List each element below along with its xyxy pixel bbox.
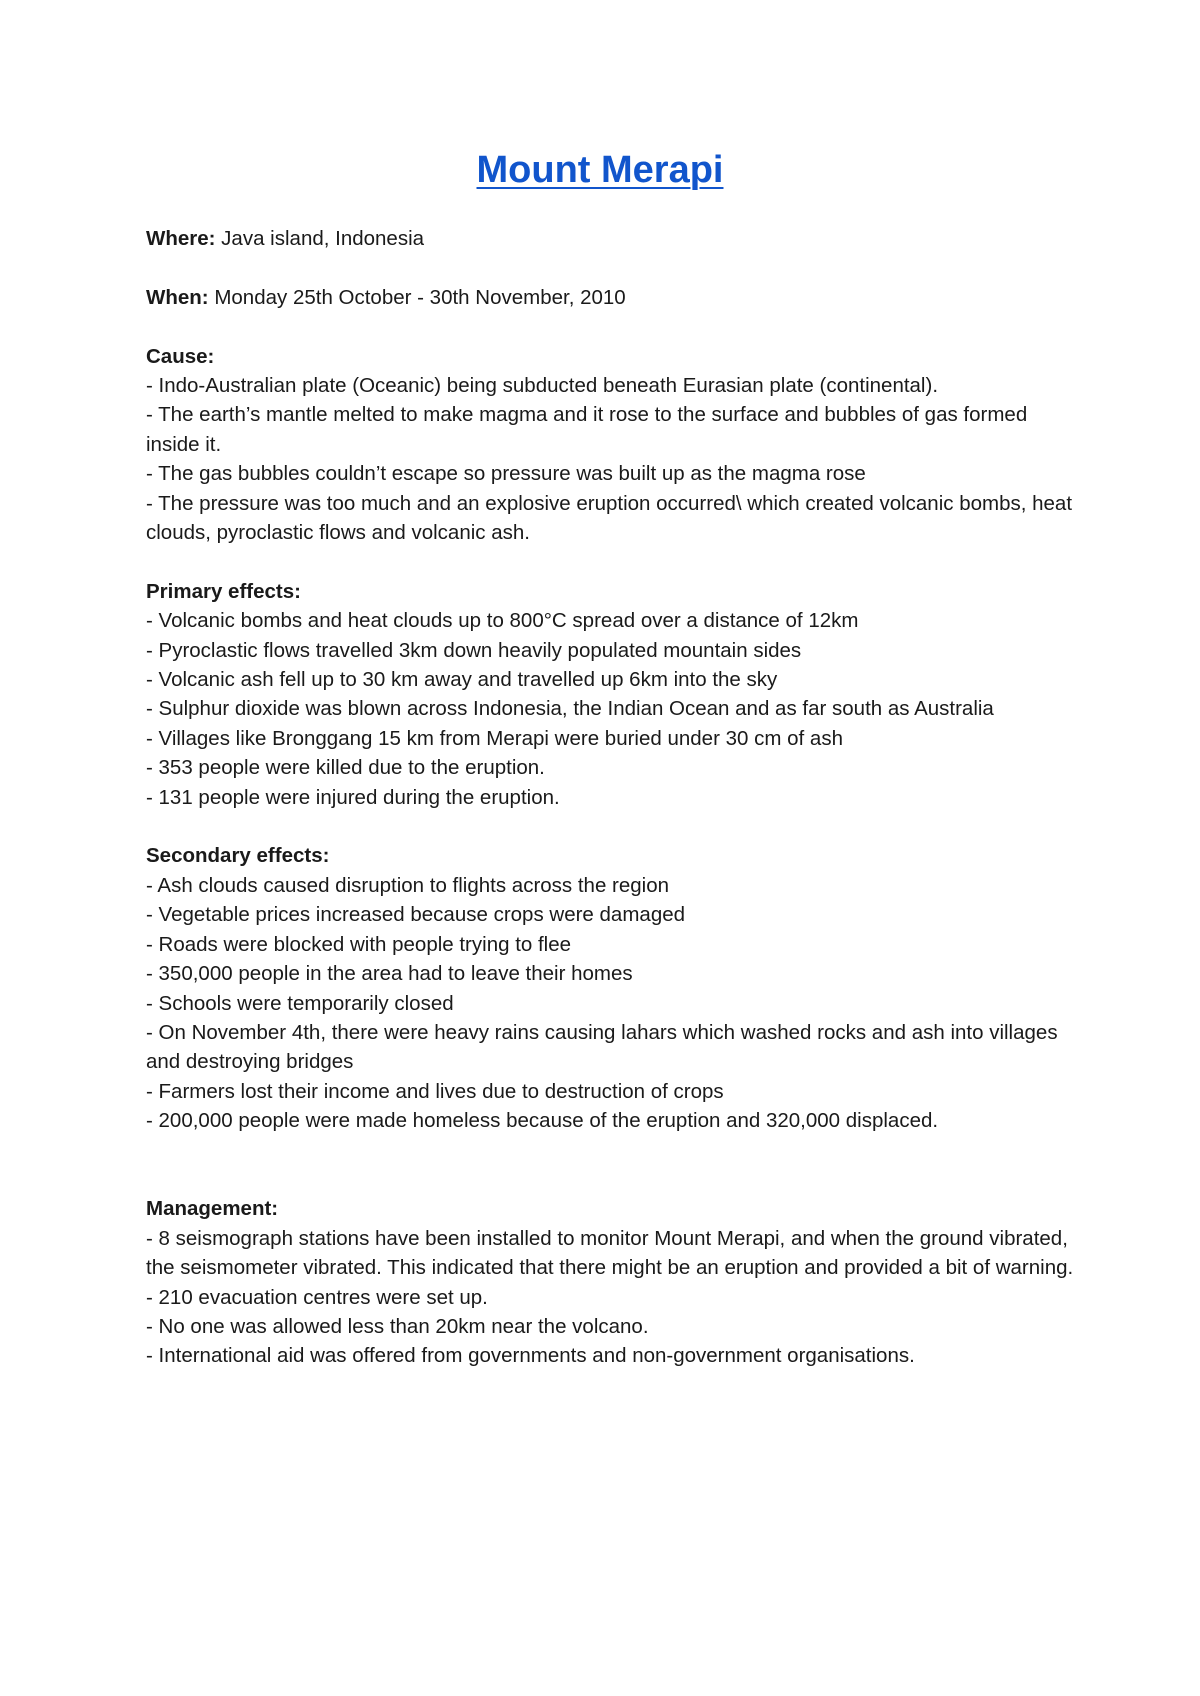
- spacer: [146, 1136, 1086, 1195]
- secondary-effect-item: - Schools were temporarily closed: [146, 991, 454, 1015]
- cause-item: - The earth’s mantle melted to make magma and it rose to the surface and bubbles of gas formed inside it.: [146, 403, 1028, 456]
- primary-effect-item: - 131 people were injured during the eruption.: [146, 785, 560, 809]
- primary-effects-heading: Primary effects:: [146, 579, 301, 603]
- secondary-effect-item: - 350,000 people in the area had to leave their homes: [146, 962, 633, 986]
- where-line: [146, 224, 1086, 253]
- document-body: [146, 224, 1086, 1371]
- secondary-effects-section: [146, 841, 1086, 1135]
- primary-effect-item: - 353 people were killed due to the eruption.: [146, 756, 545, 780]
- cause-section: [146, 342, 1086, 548]
- secondary-effect-item: - 200,000 people were made homeless because of the eruption and 320,000 displaced.: [146, 1109, 939, 1133]
- management-heading: Management:: [146, 1197, 279, 1221]
- management-item: - International aid was offered from governments and non-government organisations.: [146, 1344, 915, 1368]
- secondary-effects-heading: Secondary effects:: [146, 844, 330, 868]
- page-title: Mount Merapi: [476, 149, 724, 191]
- cause-item: - The gas bubbles couldn’t escape so pressure was built up as the magma rose: [146, 462, 866, 486]
- cause-item: - Indo-Australian plate (Oceanic) being subducted beneath Eurasian plate (continental).: [146, 374, 939, 397]
- primary-effect-item: - Sulphur dioxide was blown across Indonesia, the Indian Ocean and as far south as Australia: [146, 697, 994, 721]
- secondary-effect-item: - On November 4th, there were heavy rains causing lahars which washed rocks and ash into villages and destroying bridges: [146, 1020, 1058, 1074]
- secondary-effect-item: - Ash clouds caused disruption to flights across the region: [146, 873, 670, 897]
- when-line: [146, 283, 1086, 312]
- spacer: [146, 812, 1086, 841]
- management-section: [146, 1194, 1086, 1370]
- management-item: - 8 seismograph stations have been installed to monitor Mount Merapi, and when the ground vibrated, the seismometer vibrated. This indicated that there might be an eruption and provided a bit of warning.: [146, 1226, 1074, 1280]
- when-label: When:: [146, 285, 209, 309]
- primary-effect-item: - Volcanic ash fell up to 30 km away and travelled up 6km into the sky: [146, 668, 778, 692]
- primary-effects-section: [146, 577, 1086, 812]
- secondary-effect-item: - Farmers lost their income and lives due to destruction of crops: [146, 1079, 724, 1103]
- spacer: [146, 312, 1086, 341]
- cause-item: - The pressure was too much and an explosive eruption occurred\ which created volcanic bombs, heat clouds, pyroclastic flows and volcanic ash.: [146, 491, 1073, 545]
- primary-effect-item: - Villages like Bronggang 15 km from Merapi were buried under 30 cm of ash: [146, 726, 843, 750]
- where-label: Where:: [146, 227, 216, 250]
- secondary-effect-item: - Vegetable prices increased because crops were damaged: [146, 903, 686, 927]
- secondary-effect-item: - Roads were blocked with people trying to flee: [146, 932, 572, 956]
- where-value: Java island, Indonesia: [215, 227, 425, 250]
- when-value: Monday 25th October - 30th November, 2010: [208, 285, 626, 309]
- primary-effect-item: - Volcanic bombs and heat clouds up to 800°C spread over a distance of 12km: [146, 609, 859, 633]
- primary-effect-item: - Pyroclastic flows travelled 3km down heavily populated mountain sides: [146, 638, 802, 662]
- spacer: [146, 253, 1086, 282]
- management-item: - 210 evacuation centres were set up.: [146, 1285, 488, 1309]
- spacer: [146, 547, 1086, 576]
- cause-heading: Cause:: [146, 344, 215, 368]
- management-item: - No one was allowed less than 20km near the volcano.: [146, 1314, 649, 1338]
